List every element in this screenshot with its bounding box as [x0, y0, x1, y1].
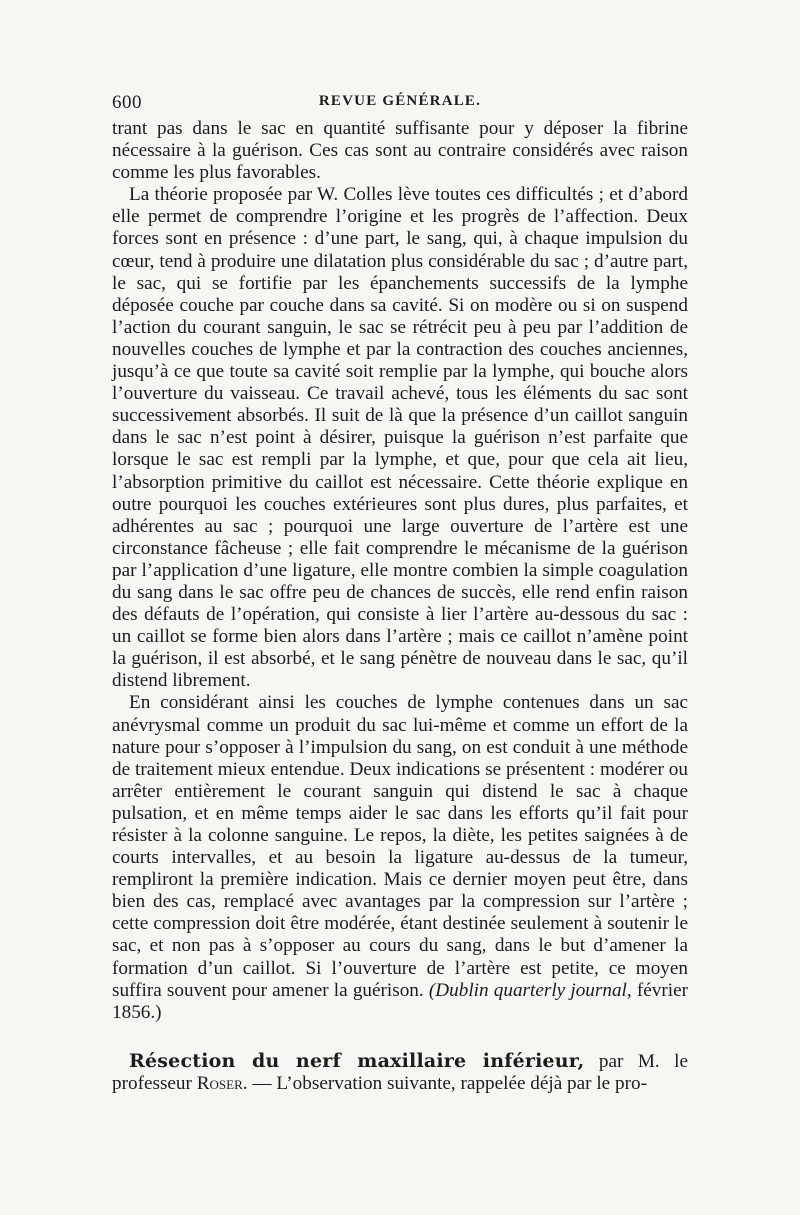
paragraph-treatment [112, 692, 688, 1023]
section-resection [112, 1050, 688, 1095]
journal-title: REVUE GÉNÉRALE. [318, 93, 482, 109]
page [112, 92, 688, 1095]
section-byline: par M. le professeur [112, 1050, 688, 1094]
paragraph-colles-theory: La théorie proposée par W. Colles lève toutes ces difficultés ; et d’abord elle permet de comprendre l’origine et les progrès de l’affection. Deux forces sont en présence : d’une part, le sang, qui, à chaque impulsion du cœur, tend à produire une dilatation plus considérable du sac ; d’autre part, le sac, qui se fortifie par les épanchements successifs de la lymphe déposée couche par couche dans sa cavité. Si on modère ou si on suspend l’action du courant sanguin, le sac se rétrécit peu à peu par l’addition de nouvelles couches de lymphe et par la contraction des couches anciennes, jusqu’à ce que toute sa cavité soit remplie par la lymphe, qui bouche alors l’ouverture du vaisseau. Ce travail achevé, tous les éléments du sac sont successivement absorbés. Il suit de là que la présence d’un caillot sanguin dans le sac n’est point à désirer, puisque la guérison n’est parfaite que lorsque le sac est rempli par la lymphe, et que, pour que cela ait lieu, l’absorption primitive du caillot est nécessaire. Cette théorie explique en outre pourquoi les couches extérieures sont plus dures, plus parfaites, et adhérentes au sac ; pourquoi une large ouverture de l’artère est une circonstance fâcheuse ; elle fait comprendre le mécanisme de la guérison par l’application d’une ligature, elle montre combien la simple coagulation du sang dans le sac offre peu de chances de succès, elle rend enfin raison des défauts de l’opération, qui consiste à lier l’artère au-dessous du sac : un caillot se forme bien alors dans l’artère ; mais ce caillot n’amène point la guérison, il est absorbé, et le sang pénètre de nouveau dans le sac, qu’il distend librement. [112, 184, 688, 692]
section-spacer [112, 1024, 688, 1050]
citation-date: février 1856.) [112, 979, 688, 1023]
section-author: Roser. [196, 1072, 248, 1094]
citation-source: (Dublin quarterly journal, [428, 979, 632, 1001]
paragraph-treatment-text: En considérant ainsi les couches de lymphe contenues dans un sac anévrysmal comme un produit du sac lui-même et comme un effort de la nature pour s’opposer à l’impulsion du sang, on est conduit à une méthode de traitement mieux entendue. Deux indications se présentent : modérer ou arrêter entièrement le courant sanguin qui distend le sac à chaque pulsation, et en même temps aider le sac dans les efforts qu’il fait pour résister à la colonne sanguine. Le repos, la diète, les petites saignées à de courts intervalles, et au besoin la ligature au-dessus de la tumeur, rempliront la première indication. Mais ce dernier moyen peut être, dans bien des cas, remplacé avec avantages par la compression sur l’artère ; cette compression doit être modérée, étant destinée seulement à soutenir le sac, et non pas à s’opposer au cours du sang, dans le but d’amener la formation d’un caillot. Si l’ouverture de l’artère est petite, ce moyen suffira souvent pour amener la guérison. [112, 692, 688, 1001]
section-title: Résection du nerf maxillaire inférieur, [129, 1049, 585, 1072]
section-text: L’observation suivante, rappelée déjà par le pro- [276, 1072, 647, 1094]
page-number: 600 [112, 92, 142, 113]
body-text [112, 118, 688, 1095]
paragraph-continuation: trant pas dans le sac en quantité suffisante pour y déposer la fibrine nécessaire à la guérison. Ces cas sont au contraire considérés avec raison comme les plus favorables. [112, 118, 688, 184]
section-dash: — [252, 1072, 272, 1094]
running-head [112, 92, 688, 118]
